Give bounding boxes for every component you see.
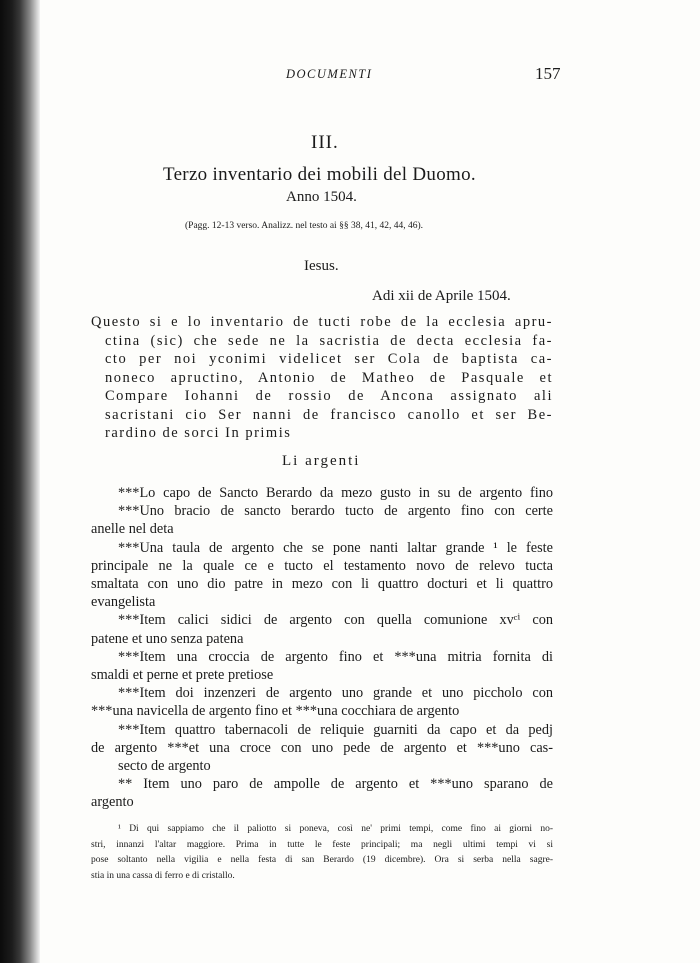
inventory-item-line: ***Uno bracio de sancto berardo tucto de argento fino con certe (118, 503, 553, 520)
footnote-line: ¹ Di qui sappiamo che il paliotto si poneva, così ne' primi tempi, come fino ai giorni no- (118, 824, 553, 834)
inventory-item-line: smaltata con uno dio patre in mezo con li quattro docturi et li quattro (91, 576, 553, 593)
inventory-item-line: ** Item uno paro de ampolle de argento et ***uno sparano de (118, 776, 553, 793)
inventory-item-line: principale ne la quale ce e tucto el testamento novo de relevo tucta (91, 557, 553, 574)
preamble-line: cto per noi yconimi videlicet ser Cola de baptista ca- (105, 351, 553, 367)
inventory-item-line: evangelista (91, 594, 156, 611)
footnote-line: pose soltanto nella vigilia e nella festa di san Berardo (19 dicembre). Ora si serba nella sagre- (91, 855, 553, 865)
inventory-item-line: ***Item quattro tabernacoli de reliquie guarniti da capo et da pedj (118, 721, 553, 738)
preamble-line: Compare Iohanni de rossio de Ancona assignato ali (105, 388, 553, 404)
running-head: DOCUMENTI (286, 67, 373, 81)
preamble-line: Questo si e lo inventario de tucti robe de la ecclesia apru- (91, 314, 553, 330)
inventory-date: Adi xii de Aprile 1504. (372, 288, 511, 304)
inventory-item-line: anelle nel deta (91, 521, 174, 538)
inventory-item-line: argento (91, 794, 134, 811)
inventory-item-line: ***Item calici sidici de argento con quella comunione xvᶜⁱ con (118, 612, 553, 629)
document-year: Anno 1504. (286, 189, 357, 205)
document-title: Terzo inventario dei mobili del Duomo. (163, 164, 476, 185)
preamble-paragraph (91, 313, 553, 443)
inventory-item-line: ***Item doi inzenzeri de argento uno grande et uno piccholo con (118, 685, 553, 702)
section-heading: Li argenti (282, 453, 361, 469)
inventory-item-line: secto de argento (118, 758, 211, 775)
footnote-line: stia in una cassa di ferro e di cristallo. (91, 870, 235, 881)
inventory-item-line: de argento ***et una croce con uno pede de argento et ***uno cas- (91, 739, 553, 756)
preamble-line: ctina (sic) che sede ne la sacristia de decta ecclesia fa- (105, 332, 553, 349)
inventory-item-line: smaldi et perne et prete pretiose (91, 667, 274, 684)
preamble-line: rardino de sorci In primis (105, 425, 292, 441)
page-number: 157 (535, 64, 561, 83)
invocation: Iesus. (304, 258, 339, 274)
inventory-item-line: ***Una taula de argento che se pone nanti laltar grande ¹ le feste (118, 539, 553, 556)
footnote-line: stri, innanzi l'altar maggiore. Prima in tutte le feste principali; ma negli ultimi tempi vi si (91, 839, 553, 850)
inventory-item-line: patene et uno senza patena (91, 630, 244, 647)
document-page (40, 0, 700, 963)
preamble-line: sacristani cio Ser nanni de francisco canollo et ser Be- (105, 406, 553, 423)
inventory-list (91, 484, 553, 812)
inventory-item-line: ***Lo capo de Sancto Berardo da mezo gusto in su de argento fino (118, 485, 553, 501)
page-reference: (Pagg. 12-13 verso. Analizz. nel testo ai §§ 38, 41, 42, 44, 46). (185, 221, 423, 231)
book-spine-shadow (0, 0, 40, 963)
section-number: III. (311, 132, 339, 153)
inventory-item-line: ***una navicella de argento fino et ***una cocchiara de argento (91, 703, 460, 720)
preamble-line: noneco apructino, Antonio de Matheo de Pasquale et (105, 369, 553, 386)
footnote (91, 822, 553, 884)
inventory-item-line: ***Item una croccia de argento fino et ***una mitria fornita di (118, 648, 553, 665)
